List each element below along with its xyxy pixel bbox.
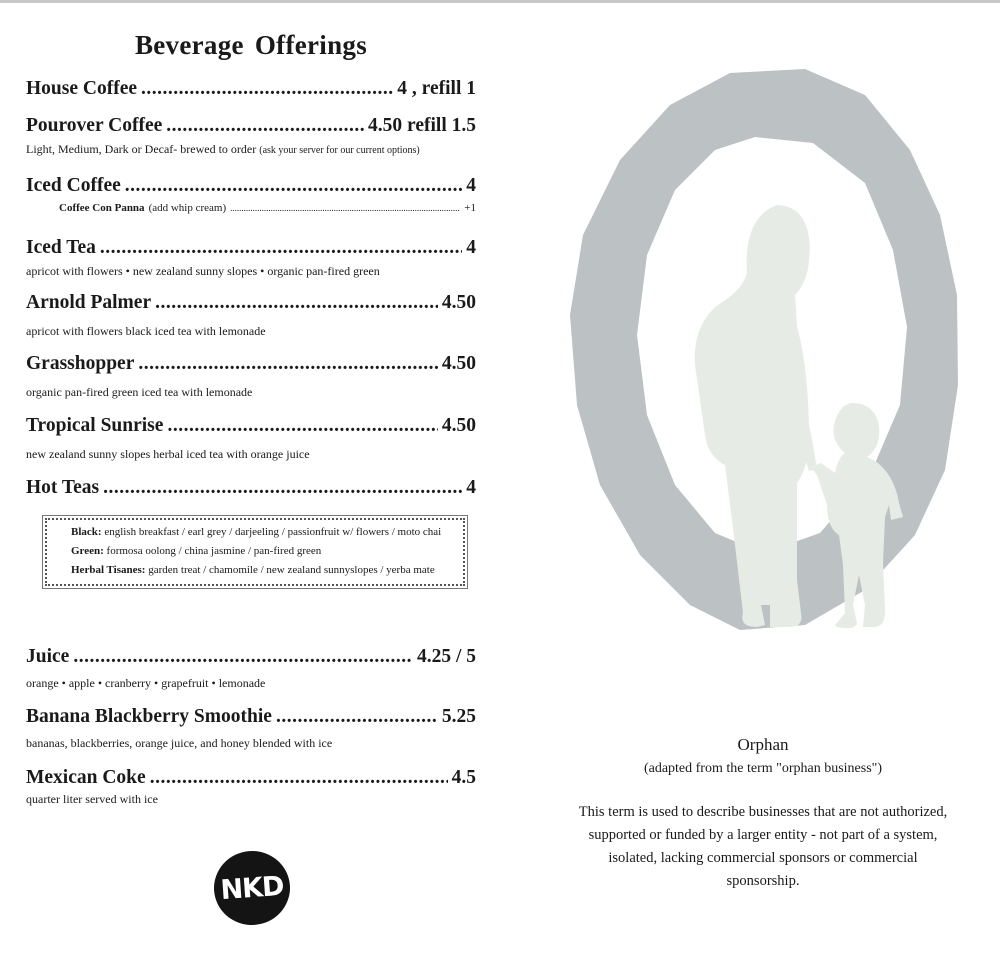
item-description: new zealand sunny slopes herbal iced tea with orange juice: [26, 447, 310, 461]
sub-item-name: Coffee Con Panna: [59, 202, 145, 214]
hot-tea-options-box: [45, 518, 465, 586]
item-description: bananas, blackberries, orange juice, and honey blended with ice: [26, 736, 333, 750]
item-name: Grasshopper: [26, 353, 135, 374]
leader-dots: [103, 477, 462, 499]
top-border-line: [0, 0, 1000, 3]
tea-option-label: Herbal Tisanes:: [71, 564, 146, 576]
tea-option-label: Black:: [71, 526, 102, 538]
item-description: apricot with flowers black iced tea with lemonade: [26, 324, 266, 338]
item-description: [26, 142, 476, 157]
orphan-artwork: [565, 65, 965, 640]
item-name: Iced Coffee: [26, 175, 121, 196]
menu-item-house-coffee: [26, 78, 476, 100]
menu-item-juice: [26, 646, 476, 691]
orphan-body: This term is used to describe businesses that are not authorized, supported or funded by a larger entity - not part of a system, isolated, lacking commercial sponsors or commercial sponsorship.: [578, 804, 948, 889]
leader-dots: [150, 767, 448, 789]
tea-option-text: formosa oolong / china jasmine / pan-fired green: [106, 545, 322, 557]
leader-dots: [100, 237, 462, 259]
item-price: 4: [466, 237, 476, 258]
item-description: organic pan-fired green iced tea with lemonade: [26, 385, 253, 399]
item-price: 4.50: [441, 353, 476, 374]
tea-option-herbal: [71, 564, 451, 577]
item-description: quarter liter served with ice: [26, 792, 158, 806]
sub-item-note: (add whip cream): [148, 202, 227, 214]
menu-item-grasshopper: [26, 353, 476, 400]
leader-dots: [166, 115, 364, 137]
menu-item-tropical-sunrise: [26, 415, 476, 462]
item-name: Mexican Coke: [26, 767, 146, 788]
item-price: 4.5: [451, 767, 476, 788]
item-price: 4.50: [441, 415, 476, 436]
item-name: Arnold Palmer: [26, 292, 152, 313]
leader-dots: [125, 175, 463, 197]
item-description: orange • apple • cranberry • grapefruit • lemonade: [26, 676, 266, 690]
menu-item-mexican-coke: [26, 767, 476, 807]
menu-item-banana-blackberry-smoothie: [26, 706, 476, 751]
item-name: House Coffee: [26, 78, 138, 99]
item-name: Hot Teas: [26, 477, 100, 498]
tea-option-black: [71, 526, 451, 539]
tea-option-text: english breakfast / earl grey / darjeeling / passionfruit w/ flowers / moto chai: [104, 526, 442, 538]
sub-item-price: +1: [464, 202, 476, 214]
menu-item-iced-coffee: [26, 175, 476, 214]
item-name: Pourover Coffee: [26, 115, 163, 136]
orphan-title: Orphan: [737, 735, 789, 754]
item-description-text: Light, Medium, Dark or Decaf- brewed to order: [26, 142, 257, 156]
tea-option-text: garden treat / chamomile / new zealand sunnyslopes / yerba mate: [148, 564, 435, 576]
item-name: Tropical Sunrise: [26, 415, 164, 436]
item-price: 5.25: [441, 706, 476, 727]
menu-title: Beverage Offerings: [134, 30, 368, 60]
item-description-note: (ask your server for our current options): [259, 145, 420, 156]
leader-dots: [138, 353, 438, 375]
item-name: Iced Tea: [26, 237, 96, 258]
nkd-logo: [212, 848, 293, 927]
item-price: 4.25 / 5: [416, 646, 476, 667]
tea-option-label: Green:: [71, 545, 104, 557]
sub-item-coffee-con-panna: [26, 202, 476, 214]
item-price: 4: [466, 477, 476, 498]
item-price: 4.50: [441, 292, 476, 313]
item-price: 4.50 refill 1.5: [368, 115, 476, 136]
menu-item-arnold-palmer: [26, 292, 476, 339]
leader-dots: [276, 706, 438, 728]
menu-item-hot-teas: [26, 477, 476, 499]
item-price: 4 , refill 1: [397, 78, 476, 99]
leader-dots: [73, 646, 413, 668]
leader-dots: [230, 203, 460, 213]
item-price: 4: [466, 175, 476, 196]
orphan-subtitle: (adapted from the term "orphan business"): [643, 761, 883, 776]
menu-item-iced-tea: [26, 237, 476, 279]
item-name: Juice: [26, 646, 70, 667]
orphan-definition: [578, 735, 948, 893]
leader-dots: [155, 292, 438, 314]
item-description: apricot with flowers • new zealand sunny slopes • organic pan-fired green: [26, 264, 380, 278]
menu-item-pourover-coffee: [26, 115, 476, 157]
logo-text: NKD: [219, 870, 285, 906]
item-name: Banana Blackberry Smoothie: [26, 706, 272, 727]
leader-dots: [167, 415, 437, 437]
beverage-menu: [26, 30, 476, 71]
tea-option-green: [71, 545, 451, 558]
leader-dots: [141, 78, 393, 100]
